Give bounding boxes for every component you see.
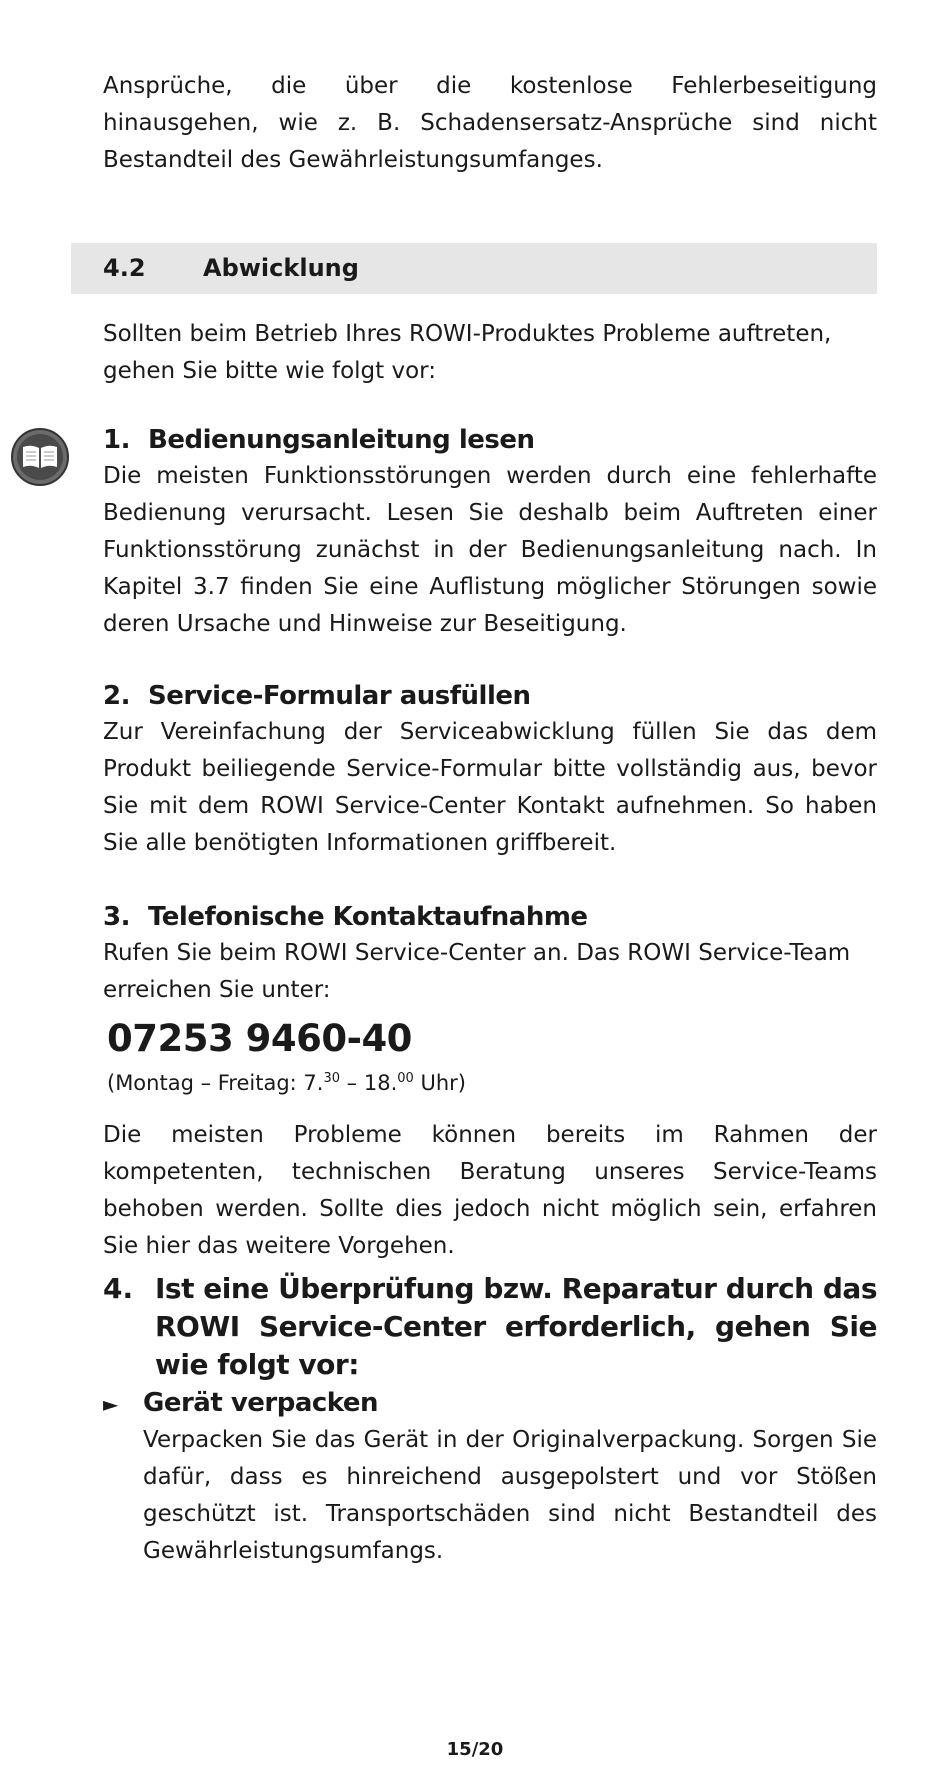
hours-close-minutes: 00 — [397, 1071, 414, 1086]
section-number: 4.2 — [103, 254, 146, 282]
hours-open-minutes: 30 — [323, 1071, 340, 1086]
intro-paragraph: Ansprüche, die über die kostenlose Fehlerbeseitigung hinausgehen, wie z. B. Schadensersatz-Ansprüche sind nicht Bestandteil des Gewährleistungsumfanges. — [103, 73, 877, 173]
step-3-heading — [103, 899, 877, 935]
step-1-heading — [103, 422, 877, 458]
step-2-number: 2. — [103, 681, 130, 711]
service-hours — [107, 1063, 466, 1099]
step-3-title: Telefonische Kontaktaufnahme — [148, 902, 588, 932]
substep-title: Gerät verpacken — [143, 1388, 379, 1418]
step-3-number: 3. — [103, 902, 130, 932]
step-1 — [103, 422, 877, 643]
step-4-title: Ist eine Überprüfung bzw. Reparatur durch das ROWI Service-Center erforderlich, gehen Sie wie folgt vor: — [155, 1272, 877, 1381]
step-2-text: Zur Vereinfachung der Serviceabwicklung füllen Sie das dem Produkt beiliegende Service-Formular bitte vollständig aus, bevor Sie mit dem ROWI Service-Center Kontakt aufnehmen. So haben Sie alle benötigten Informationen griffbereit. — [103, 719, 877, 856]
substep-pack-device — [103, 1385, 877, 1570]
step-1-text: Die meisten Funktionsstörungen werden durch eine fehlerhafte Bedienung verursacht. Lesen Sie deshalb beim Auftreten einer Funktionsstörung zunächst in der Bedienungsanleitung nach. In Kapitel 3.7 finden Sie eine Auflistung möglicher Störungen sowie deren Ursache und Hinweise zur Beseitigung. — [103, 463, 877, 637]
step-4-number: 4. — [103, 1272, 134, 1305]
step-2-title: Service-Formular ausfüllen — [148, 681, 531, 711]
arrow-bullet-icon: ► — [103, 1392, 118, 1416]
hours-mid: – 18. — [340, 1071, 398, 1095]
step-3 — [103, 899, 877, 1009]
followup-paragraph: Die meisten Probleme können bereits im Rahmen der kompetenten, technischen Beratung unseres Service-Teams behoben werden. Sollte dies jedoch nicht möglich sein, erfahren Sie hier das weitere Vorgehen. — [103, 1122, 877, 1259]
step-2-heading — [103, 678, 877, 714]
substep-text: Verpacken Sie das Gerät in der Originalverpackung. Sorgen Sie dafür, dass es hinreichend ausgepolstert und vor Stößen geschützt ist. Transportschäden sind nicht Bestandteil des Gewährleistungsumfangs. — [143, 1427, 877, 1564]
manual-book-icon — [10, 427, 70, 487]
step-1-number: 1. — [103, 425, 130, 455]
lead-paragraph: Sollten beim Betrieb Ihres ROWI-Produktes Probleme auftreten, gehen Sie bitte wie folgt vor: — [103, 321, 832, 384]
step-4 — [103, 1270, 877, 1384]
hours-prefix: (Montag – Freitag: 7. — [107, 1071, 324, 1095]
step-3-text: Rufen Sie beim ROWI Service-Center an. Das ROWI Service-Team erreichen Sie unter: — [103, 940, 851, 1003]
hours-suffix: Uhr) — [413, 1071, 466, 1095]
section-title: Abwicklung — [203, 254, 359, 282]
section-header — [71, 243, 877, 294]
service-phone-number: 07253 9460-40 — [107, 1017, 412, 1060]
substep-heading — [103, 1385, 877, 1422]
page-number: 15/20 — [446, 1739, 504, 1760]
step-1-title: Bedienungsanleitung lesen — [148, 425, 535, 455]
step-2 — [103, 678, 877, 862]
